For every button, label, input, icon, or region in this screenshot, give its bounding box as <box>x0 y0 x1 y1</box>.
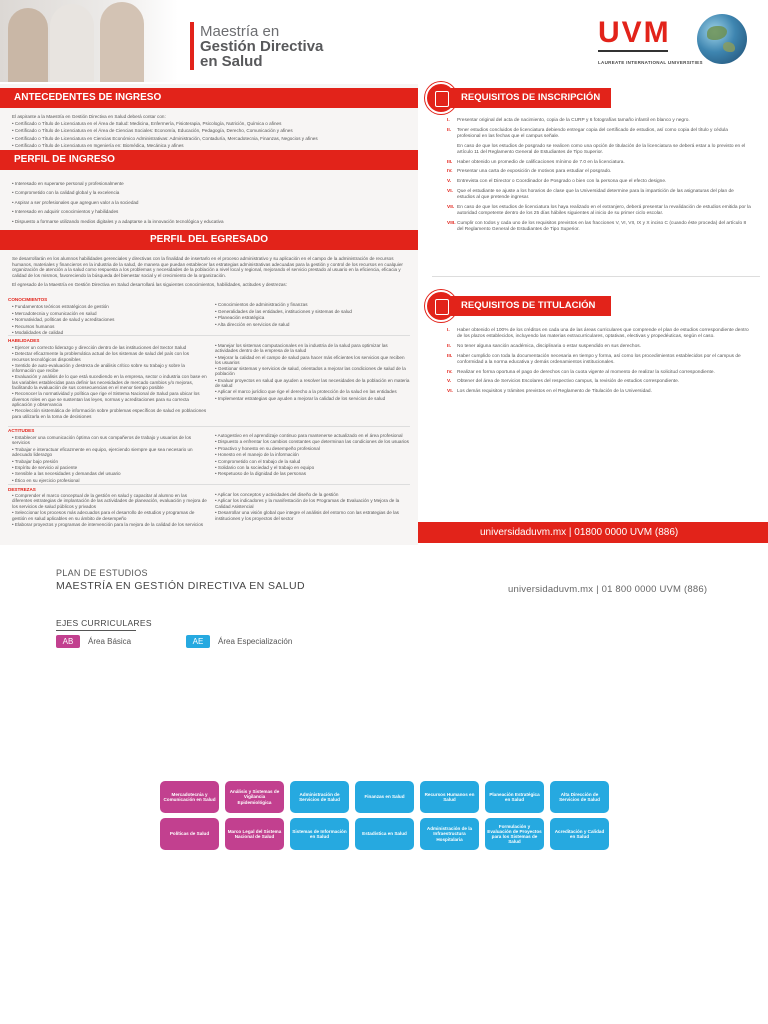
item-text: Entrevista con el Director o Coordinador de Posgrado o bien con la persona que el efecto designe. <box>457 179 667 185</box>
globe-icon <box>697 14 747 64</box>
header-photo <box>0 0 178 82</box>
actitud-item: • Espíritu de servicio al paciente <box>12 465 78 471</box>
item-text: Obtener del área de Servicios Escolares del respectivo campus, la revisión de estudios correspondiente. <box>457 379 680 385</box>
course-card: Mercadotecnia y Comunicación en Salud <box>160 781 219 813</box>
course-card: Análisis y Sistemas de Vigilancia Epidemiológica <box>225 781 284 813</box>
inscripcion-title: REQUISITOS DE INSCRIPCIÓN <box>451 88 611 108</box>
antecedentes-intro: El aspirante a la Maestría en Gestión Directiva en Salud deberá contar con: <box>12 114 166 119</box>
legend-ae-label: Área Especialización <box>218 637 293 646</box>
item-text: En caso de que los estudios de posgrado se realicen como una opción de titulación de la licenciatura se deberá estar a lo previsto en el artículo 11 del Reglamento General de Estudiantes de Tipo Superior. <box>457 143 746 155</box>
conocimiento-item: • Recursos humanos <box>12 323 55 329</box>
ejes-underline <box>56 630 136 631</box>
item-text: Haber obtenido el 100% de los créditos en cada una de las áreas curriculares que comprende el plan de estudios correspondiente dentro de los plazos establecidos, incluyendo las materias extracurriculares, optativas, electivas y propedéuticas, según el caso. <box>457 328 749 340</box>
antecedentes-body <box>12 114 412 150</box>
section-divider <box>432 276 760 277</box>
conocimiento-item: • Modalidades de calidad <box>12 330 64 336</box>
actitud-item: • Establecer una comunicación óptima con sus compañeros de trabajo y usuarios de los servicios <box>12 435 192 446</box>
actitud-item: • Trabajar bajo presión <box>12 458 59 464</box>
destreza-item: • Elaborar proyectos y programas de intervención para la mejora de la calidad de los servicios <box>12 522 204 528</box>
section-divider <box>8 335 410 336</box>
destrezas-label: DESTREZAS <box>8 487 36 492</box>
course-card: Marco Legal del Sistema Nacional de Salud <box>225 818 284 850</box>
item-number: VI. <box>447 188 453 194</box>
actitud-item: • Proactivo y honesto en su desempeño profesional <box>215 445 320 451</box>
ejes-title: EJES CURRICULARES <box>56 618 152 628</box>
habilidades-right <box>215 343 410 402</box>
conocimiento-item: • Generalidades de las entidades, instituciones y sistemas de salud <box>215 308 352 314</box>
item-text: No tener alguna sanción académica, disciplinaria o estar suspendido en sus derechos. <box>457 343 641 349</box>
item-number: I. <box>447 328 450 333</box>
destreza-item: • Comprender el marco conceptual de la gestión en salud y capacitar al alumno en las diferentes estrategias de implantación de las actividades de planeación, evaluación y mejora de los servicios de salud públicos y privados <box>12 493 207 509</box>
destreza-item: • Aplicar los conceptos y actividades del diseño de la gestión <box>215 492 339 497</box>
perfil-ingreso-item: • Comprometido con la calidad global y la excelencia <box>12 190 120 196</box>
actitud-item: • Dispuesto a enfrentar los cambios constantes que determinan las condiciones de los usuarios <box>215 439 409 445</box>
habilidad-item: • Ejercer un correcto liderazgo y dirección dentro de las instituciones del Sector Salud <box>12 345 187 350</box>
program-title <box>200 24 323 69</box>
conocimientos-left <box>12 304 207 337</box>
item-number: I. <box>447 118 450 123</box>
item-text: Realizar en forma oportuna el pago de derechos con la cuota vigente al momento de realizar la solicitud correspondiente. <box>457 369 715 375</box>
habilidad-item: • Gestionar sistemas y servicios de salud, orientados a mejorar las condiciones de salud de la población <box>215 366 406 377</box>
conocimiento-item: • Normatividad, políticas de salud y acreditaciones <box>12 317 115 323</box>
inscripcion-item <box>447 205 752 218</box>
footer-contact-bar[interactable]: universidaduvm.mx | 01800 0000 UVM (886) <box>418 522 768 543</box>
item-text: Haber cumplido con toda la documentación necesaria en tiempo y forma, así como los procedimientos establecidos por el campus de conformidad a la norma educativa y demás ordenamientos institucionales. <box>457 353 741 365</box>
habilidad-item: • Detectar eficazmente la problemática actual de los sistemas de salud del país con los recursos tecnológicos disponibles <box>12 351 190 362</box>
perfil-ingreso-item: • Interesado en adquirir conocimientos y habilidades <box>12 209 119 215</box>
course-card: Sistemas de Información en Salud <box>290 818 349 850</box>
habilidad-item: • Evaluación y análisis de lo que está sucediendo en la empresa, sector o industria con base en las variables establecidas para definir las necesidades de mercado cambios y/o mejoras, facilitando la evaluación de sus consecuencias en el menor tiempo posible <box>12 374 207 391</box>
titulacion-item <box>447 389 752 395</box>
conocimiento-item: • Fundamentos teóricos estratégicos de gestión <box>12 304 109 309</box>
actitud-item: • Sensible a las necesidades y demandas del usuario <box>12 471 121 477</box>
conocimiento-item: • Mercadotecnia y comunicación en salud <box>12 310 97 316</box>
inscripcion-item <box>447 160 752 166</box>
logo-subtitle: LAUREATE INTERNATIONAL UNIVERSITIES <box>598 60 703 65</box>
inscripcion-item <box>447 118 752 124</box>
course-card: Planeación Estratégica en Salud <box>485 781 544 813</box>
item-text: Haber obtenido un promedio de calificaciones mínimo de 7.0 en la licenciatura. <box>457 159 625 165</box>
legend-ab-box: AB <box>56 635 80 648</box>
antecedentes-item: • Certificado o Título de Licenciatura en el Área de Salud: Medicina, Enfermería, Fisioterapia, Psicología, Nutrición, Química o afines <box>12 121 282 127</box>
course-card: Estadística en Salud <box>355 818 414 850</box>
title-accent-bar <box>190 22 194 70</box>
habilidades-label: HABILIDADES <box>8 338 40 343</box>
plan-contact[interactable]: universidaduvm.mx | 01 800 0000 UVM (886) <box>508 584 708 595</box>
habilidades-left <box>12 345 207 420</box>
antecedentes-item: • Certificado o Título de Licenciatura en Ciencias Económico Administrativas: Administración, Contaduría, Mercadotecnia, Finanzas, Negocios y afines <box>12 135 318 141</box>
legend-ae-box: AE <box>186 635 210 648</box>
titulacion-list <box>447 328 752 399</box>
perfil-ingreso-item: • Interesado en superarse personal y profesionalmente <box>12 181 124 186</box>
habilidad-item: • Reconocer la normatividad y política que rige el Sistema Nacional de Salud para ubicar los diversos roles en que se sustentan las leyes, normas y acreditaciones para su correcta aplicación y observancia <box>12 391 200 407</box>
antecedentes-heading: ANTECEDENTES DE INGRESO <box>0 88 418 108</box>
perfil-ingreso-item: • Dispuesto a formarse utilizando medios digitales y a adaptarse a la innovación tecnológica y educativa <box>12 218 224 224</box>
item-text: Cumplir con todos y cada uno de los requisitos previstos en las fracciones V, VI, VII, IX y X inciso C (cuando éste proceda) del artículo 8 del Reglamento General de Estudiantes de Tipo Superior. <box>457 220 747 232</box>
actitud-item: • Comprometido con el trabajo de la salud <box>215 458 301 464</box>
inscripcion-item <box>447 189 752 202</box>
titulacion-item <box>447 328 752 341</box>
conocimiento-item: • Alta dirección en servicios de salud <box>215 321 290 327</box>
item-number: IV. <box>447 169 453 175</box>
title-line-3: en Salud <box>200 53 263 70</box>
titulacion-title: REQUISITOS DE TITULACIÓN <box>451 296 611 316</box>
titulacion-heading <box>425 296 615 318</box>
perfil-egresado-heading: PERFIL DEL EGRESADO <box>0 230 418 250</box>
habilidad-item: • Manejar los sistemas computacionales en la industria de la salud para optimizar las actividades dentro de la empresa de la salud <box>215 343 388 354</box>
habilidad-item: • Mejorar la calidad en el campo de salud para hacer más eficientes los servicios que reciben los usuarios <box>215 354 405 365</box>
inscripcion-item <box>447 179 752 185</box>
habilidad-item: • Sentido de auto-evaluación y destreza de análisis crítico sobre su trabajo y sobre la información que recibe <box>12 362 185 374</box>
actitudes-right <box>215 433 410 478</box>
item-number: III. <box>447 353 453 359</box>
actitudes-label: ACTITUDES <box>8 428 35 433</box>
destreza-item: • Desarrollar una visión global que integre el análisis del entorno con las estrategias de las instituciones y los proyectos del sector <box>215 510 399 521</box>
perfil-egresado-intro <box>12 256 412 289</box>
antecedentes-item: • Certificado o Título de Licenciatura en Ingeniería en: Biomédica, Mecánica y afines <box>12 142 184 148</box>
inscripcion-item <box>447 221 752 234</box>
egresado-paragraph-2: El egresado de la Maestría en Gestión Directiva en Salud desarrollará las siguientes conocimientos, habilidades, actitudes y destrezas: <box>12 282 288 288</box>
titulacion-item <box>447 344 752 350</box>
titulacion-item <box>447 379 752 385</box>
actitud-item: • Solidario con la sociedad y el trabajo en equipo <box>215 465 315 471</box>
item-text: En caso de que los estudios de licenciatura los haya realizado en el extranjero, deberá presentar la revalidación de estudios emitida por la autoridad competente dentro de los 25 días hábiles siguientes al inicio de su primer ciclo escolar. <box>457 204 751 216</box>
course-card: Políticas de Salud <box>160 818 219 850</box>
actitud-item: • Respetuoso de la dignidad de las personas <box>215 471 306 477</box>
actitud-item: • Honesto en el manejo de la información <box>215 452 299 458</box>
habilidad-item: • Recolección sistemática de información sobre problemas específicos de salud en poblaciones para utilizarla en la toma de decisiones <box>12 408 207 419</box>
header <box>0 0 768 84</box>
inscripcion-item <box>447 144 752 157</box>
logo-rule <box>598 50 668 52</box>
perfil-ingreso-heading: PERFIL DE INGRESO <box>0 150 418 170</box>
conocimiento-item: • Conocimientos de administración y finanzas <box>215 302 308 307</box>
habilidad-item: • Implementar estrategias que ayuden a mejorar la calidad de los servicios de salud <box>215 395 386 401</box>
logo-word: UVM <box>598 16 671 49</box>
section-divider <box>8 484 410 485</box>
item-text: Que el estudiante se ajuste a los horarios de clase que la Universidad determine para la impartición de las asignaturas del plan de estudios al que pretende ingresar. <box>457 188 734 201</box>
perfil-ingreso-item: • Aspirar a ser profesionales que agreguen valor a la sociedad <box>12 199 139 205</box>
item-text: Presentar una carta de exposición de motivos para estudiar el posgrado. <box>457 169 612 175</box>
course-card: Administración de Servicios de Salud <box>290 781 349 813</box>
item-number: II. <box>447 343 451 349</box>
item-text: Los demás requisitos y trámites previstos en el Reglamento de Titulación de la Universidad. <box>457 389 652 395</box>
inscripcion-heading <box>425 88 615 110</box>
uvm-logo <box>598 16 703 65</box>
inscripcion-item <box>447 128 752 141</box>
actitudes-left <box>12 435 207 484</box>
item-number: V. <box>447 179 452 185</box>
titulacion-item <box>447 354 752 367</box>
plan-small-title: PLAN DE ESTUDIOS <box>56 568 148 578</box>
title-line-2: Gestión Directiva <box>200 38 324 55</box>
conocimiento-item: • Planeación estratégica <box>215 315 265 321</box>
item-number: II. <box>447 127 451 133</box>
item-number: VII. <box>447 204 455 210</box>
item-number: III. <box>447 159 453 165</box>
course-card: Finanzas en Salud <box>355 781 414 813</box>
course-card: Alta Dirección de Servicios de Salud <box>550 781 609 813</box>
antecedentes-item: • Certificado o Título de Licenciatura en el Área de Ciencias Sociales: Economía, Educación, Pedagogía, Derecho, Comunicación y afines <box>12 128 293 134</box>
conocimientos-label: CONOCIMIENTOS <box>8 297 48 302</box>
destreza-item: • Aplicar los indicadores y la manifestación de los Programas de Evaluación y Mejora de la Calidad Asistencial <box>215 498 400 509</box>
titulacion-item <box>447 370 752 376</box>
inscripcion-list <box>447 118 752 237</box>
actitud-item: • Trabajar e interactuar eficazmente en equipo, ejerciendo siempre que sea necesario un adecuado liderazgo <box>12 446 193 458</box>
inscripcion-item <box>447 169 752 175</box>
title-line-1: Maestría en <box>200 23 280 40</box>
plan-big-title: MAESTRÍA EN GESTIÓN DIRECTIVA EN SALUD <box>56 580 305 592</box>
item-text: Tener estudios concluidos de licenciatura debiendo entregar copia del certificado de estudios, así como copia del título y cédula profesional en las fechas que el campus señale. <box>457 127 728 139</box>
item-number: VI. <box>447 389 453 395</box>
destrezas-right <box>215 492 410 522</box>
course-card: Recursos Humanos en Salud <box>420 781 479 813</box>
item-number: V. <box>447 379 452 385</box>
conocimientos-right <box>215 302 410 328</box>
destrezas-left <box>12 493 207 528</box>
actitud-item: • Ético en su ejercicio profesional <box>12 477 80 483</box>
item-number: IV. <box>447 369 453 375</box>
item-number: VIII. <box>447 220 456 226</box>
course-card: Formulación y Evaluación de Proyectos para los Sistemas de Salud <box>485 818 544 850</box>
perfil-ingreso-body <box>12 180 412 227</box>
section-divider <box>8 426 410 427</box>
actitud-item: • Autogestivo en el aprendizaje continuo para mantenerse actualizado en el área profesional <box>215 433 403 438</box>
habilidad-item: • Aplicar el marco jurídico que rige el derecho a la protección de la salud en las entidades <box>215 389 397 395</box>
habilidad-item: • Evaluar proyectos en salud que ayuden a resolver las necesidades de la población en materia de salud <box>215 377 410 389</box>
egresado-paragraph-1: Se desarrollarán en los alumnos habilidades gerenciales y directivas con la finalidad de insertarlo en el proceso administrativo y su aplicación en el campo de la administración de recursos humanos, materiales y financieros en la industria de la salud, de manera que puedan establecer las estrategias administrativas adecuadas para la gestión y control de los recursos en cualquier organización de atención a la salud como respuesta a los problemas y necesidades de la población a nivel local y regional, mejorando el servicio prestado al usuario en la eficiencia, eficacia y calidad de los mismos, favoreciendo la búsqueda del bienestar social y el crecimiento de la organización. <box>12 256 403 278</box>
course-card: Administración de la Infraestructura Hospitalaria <box>420 818 479 850</box>
item-text: Presentar original del acta de nacimiento, copia de la CURP y 6 fotografías tamaño infantil en blanco y negro. <box>457 118 690 123</box>
course-card: Acreditación y Calidad en Salud <box>550 818 609 850</box>
legend-ab-label: Área Básica <box>88 637 132 646</box>
destreza-item: • Seleccionar los procesos más adecuados para el desarrollo de estudios y programas de gestión en salud aplicables en su ámbito de desempeño <box>12 510 195 521</box>
